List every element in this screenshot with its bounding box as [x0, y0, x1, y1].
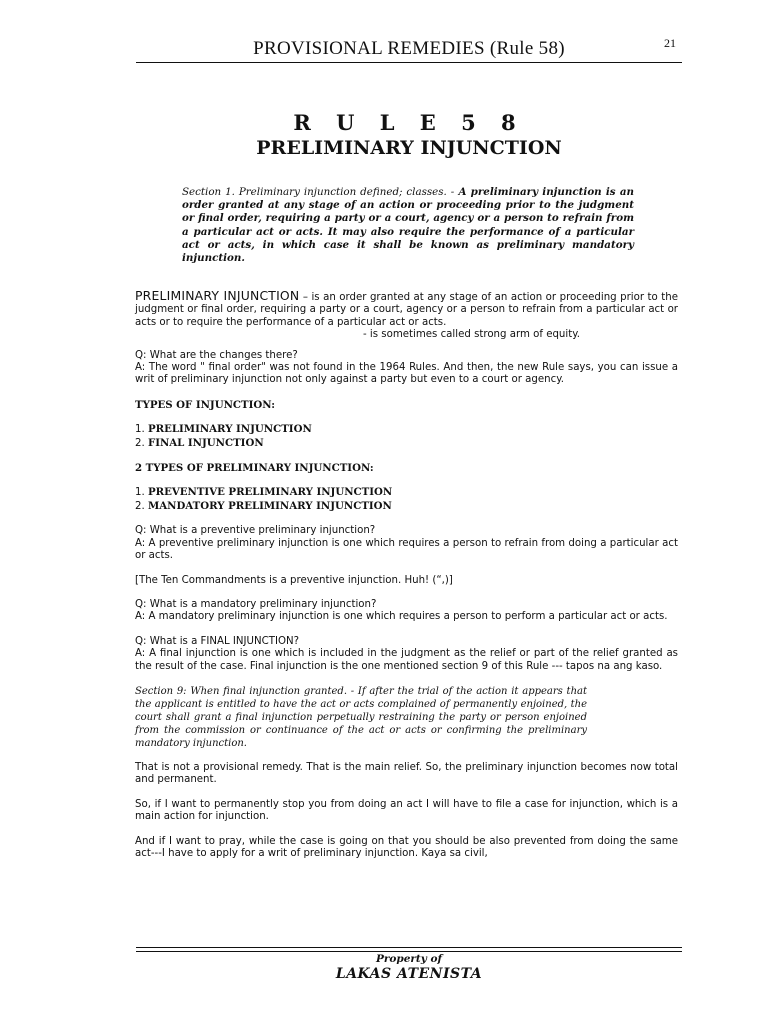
paragraph: And if I want to pray, while the case is going on that you should be also prevented from doing the same act---I have to apply for a writ of preliminary injunction. Kaya sa civil,: [135, 835, 678, 859]
paragraph: So, if I want to permanently stop you from doing an act I will have to file a case for injunction, which is a main action for injunction.: [135, 798, 678, 823]
pi-types-heading: 2 TYPES OF PRELIMINARY INJUNCTION:: [135, 462, 374, 475]
definition-term: PRELIMINARY INJUNCTION: [135, 288, 300, 303]
answer-changes: A: The word " final order" was not found in the 1964 Rules. And then, the new Rule says, you can issue a writ of preliminary injunction not only against a party but even to a court or agency.: [135, 362, 678, 386]
question-final: Q: What is a FINAL INJUNCTION?: [135, 635, 300, 647]
answer-preventive: A: A preventive preliminary injunction is one which requires a person to refrain from doing a particular act or acts.: [135, 537, 678, 562]
section-1-quote: [182, 186, 634, 265]
section-1-heading: Section 1. Preliminary injunction defined; classes. -: [182, 186, 455, 198]
question-preventive: Q: What is a preventive preliminary injunction?: [135, 525, 376, 537]
section-9-quote: Section 9: When final injunction granted. - If after the trial of the action it appears that the applicant is entitled to have the act or acts complained of permanently enjoined, the court shall grant a final injunction perpetually restraining the party or person enjoined from the commission or continuance of the act or acts or confirming the preliminary mandatory injunction.: [135, 685, 587, 749]
definition-paragraph: [135, 290, 678, 329]
footer-rule: [136, 947, 682, 948]
types-heading: TYPES OF INJUNCTION:: [135, 398, 275, 411]
body-text: [135, 290, 678, 860]
aside-note: [The Ten Commandments is a preventive injunction. Huh! (“,)]: [135, 574, 453, 586]
page-number: 21: [664, 36, 676, 50]
header-rule: [136, 62, 682, 63]
footer-organization: LAKAS ATENISTA: [335, 966, 483, 982]
pi-types-item: 2. MANDATORY PRELIMINARY INJUNCTION: [135, 499, 392, 512]
rule-subtitle: PRELIMINARY INJUNCTION: [256, 137, 562, 159]
paragraph: That is not a provisional remedy. That is the main relief. So, the preliminary injunction becomes now total and permanent.: [135, 761, 678, 786]
footer-property: Property of: [375, 953, 443, 965]
answer-final: A: A final injunction is one which is included in the judgment as the relief or part of the relief granted as the result of the case. Final injunction is the one mentioned section 9 of this Rule --- tapos na ang kaso.: [135, 648, 678, 672]
rule-title: R U L E 5 8: [293, 110, 525, 135]
question-mandatory: Q: What is a mandatory preliminary injunction?: [135, 598, 377, 610]
types-item: 1. PRELIMINARY INJUNCTION: [135, 423, 312, 436]
footer-rule: [136, 951, 682, 952]
answer-mandatory: A: A mandatory preliminary injunction is one which requires a person to perform a particular act or acts.: [135, 611, 668, 623]
pi-types-item: 1. PREVENTIVE PRELIMINARY INJUNCTION: [135, 486, 393, 499]
definition-text: – is an order granted at any stage of an action or proceeding prior to the judgment or final order, requiring a party or a court, agency or a person to refrain from a particular act or acts or to require the performance of a particular act or acts.: [135, 292, 678, 328]
running-head: PROVISIONAL REMEDIES (Rule 58): [253, 38, 565, 59]
types-item: 2. FINAL INJUNCTION: [135, 436, 264, 449]
definition-note: - is sometimes called strong arm of equity.: [363, 329, 581, 341]
question-changes: Q: What are the changes there?: [135, 349, 298, 361]
section-1-text: A preliminary injunction is an order granted at any stage of an action or proceeding prior to the judgment or final order, requiring a party or a court, agency or a person to refrain from a particular act or acts. It may also require the performance of a particular act or acts, in which case it shall be known as preliminary mandatory injunction.: [182, 186, 634, 265]
